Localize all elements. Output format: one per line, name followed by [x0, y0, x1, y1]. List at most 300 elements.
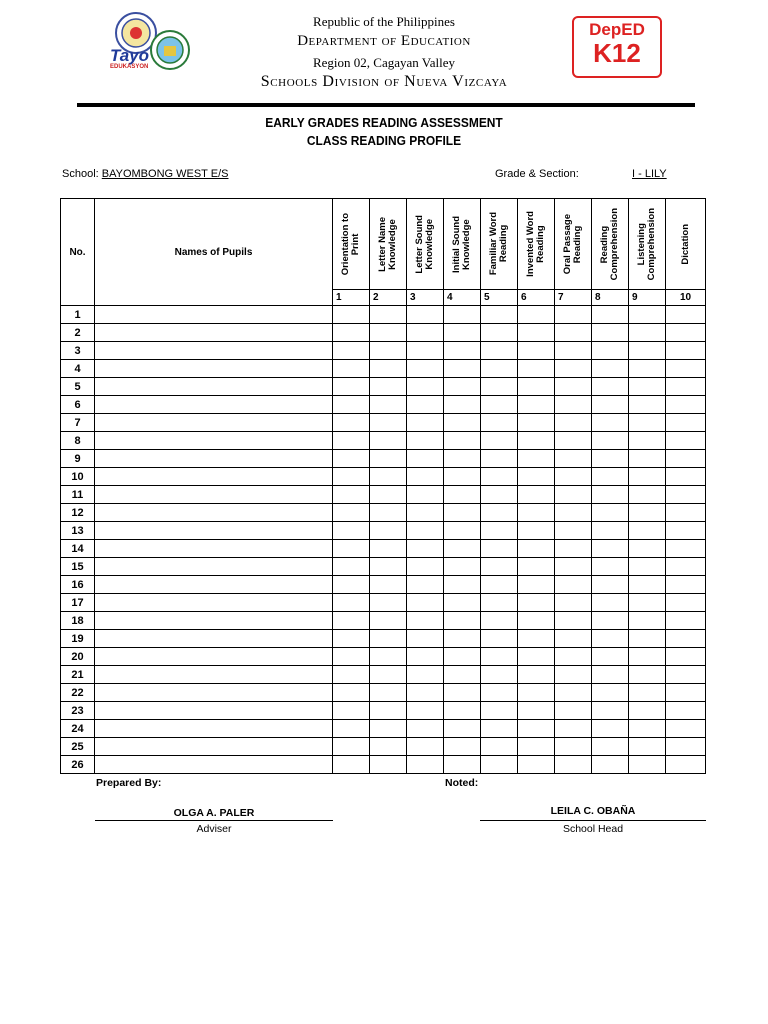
- score-cell[interactable]: [333, 306, 370, 324]
- score-cell[interactable]: [481, 342, 518, 360]
- score-cell[interactable]: [629, 396, 666, 414]
- score-cell[interactable]: [518, 648, 555, 666]
- score-cell[interactable]: [555, 324, 592, 342]
- score-cell[interactable]: [444, 558, 481, 576]
- score-cell[interactable]: [555, 594, 592, 612]
- score-cell[interactable]: [592, 396, 629, 414]
- score-cell[interactable]: [555, 648, 592, 666]
- score-cell[interactable]: [592, 450, 629, 468]
- score-cell[interactable]: [370, 432, 407, 450]
- score-cell[interactable]: [333, 378, 370, 396]
- score-cell[interactable]: [407, 702, 444, 720]
- score-cell[interactable]: [444, 306, 481, 324]
- score-cell[interactable]: [407, 594, 444, 612]
- score-cell[interactable]: [555, 522, 592, 540]
- score-cell[interactable]: [481, 576, 518, 594]
- score-cell[interactable]: [666, 468, 706, 486]
- score-cell[interactable]: [407, 378, 444, 396]
- score-cell[interactable]: [481, 450, 518, 468]
- score-cell[interactable]: [407, 720, 444, 738]
- score-cell[interactable]: [592, 738, 629, 756]
- score-cell[interactable]: [481, 360, 518, 378]
- score-cell[interactable]: [555, 432, 592, 450]
- score-cell[interactable]: [370, 522, 407, 540]
- score-cell[interactable]: [444, 396, 481, 414]
- score-cell[interactable]: [666, 342, 706, 360]
- score-cell[interactable]: [370, 702, 407, 720]
- score-cell[interactable]: [407, 486, 444, 504]
- score-cell[interactable]: [666, 378, 706, 396]
- row-number: 24: [61, 720, 95, 738]
- score-cell[interactable]: [370, 756, 407, 774]
- pupil-name-cell[interactable]: [95, 558, 333, 576]
- score-cell[interactable]: [629, 414, 666, 432]
- row-number: 11: [61, 486, 95, 504]
- score-cell[interactable]: [444, 738, 481, 756]
- score-cell[interactable]: [333, 648, 370, 666]
- score-cell[interactable]: [592, 468, 629, 486]
- score-cell[interactable]: [407, 522, 444, 540]
- score-cell[interactable]: [370, 450, 407, 468]
- score-cell[interactable]: [407, 432, 444, 450]
- score-cell[interactable]: [666, 684, 706, 702]
- score-cell[interactable]: [333, 414, 370, 432]
- score-cell[interactable]: [370, 666, 407, 684]
- score-cell[interactable]: [629, 666, 666, 684]
- score-cell[interactable]: [444, 522, 481, 540]
- score-cell[interactable]: [333, 522, 370, 540]
- score-cell[interactable]: [592, 324, 629, 342]
- score-cell[interactable]: [370, 720, 407, 738]
- pupil-name-cell[interactable]: [95, 630, 333, 648]
- score-cell[interactable]: [518, 504, 555, 522]
- score-cell[interactable]: [666, 360, 706, 378]
- score-cell[interactable]: [481, 504, 518, 522]
- score-cell[interactable]: [333, 396, 370, 414]
- score-cell[interactable]: [666, 396, 706, 414]
- score-cell[interactable]: [333, 684, 370, 702]
- score-cell[interactable]: [518, 378, 555, 396]
- score-cell[interactable]: [629, 360, 666, 378]
- score-cell[interactable]: [407, 504, 444, 522]
- score-cell[interactable]: [592, 666, 629, 684]
- score-cell[interactable]: [481, 630, 518, 648]
- pupil-name-cell[interactable]: [95, 378, 333, 396]
- names-header: Names of Pupils: [95, 199, 333, 306]
- score-cell[interactable]: [333, 540, 370, 558]
- score-cell[interactable]: [333, 468, 370, 486]
- score-cell[interactable]: [481, 720, 518, 738]
- score-cell[interactable]: [370, 342, 407, 360]
- score-cell[interactable]: [555, 576, 592, 594]
- score-cell[interactable]: [592, 702, 629, 720]
- score-cell[interactable]: [518, 630, 555, 648]
- score-cell[interactable]: [666, 558, 706, 576]
- pupil-name-cell[interactable]: [95, 522, 333, 540]
- score-cell[interactable]: [629, 648, 666, 666]
- score-cell[interactable]: [629, 558, 666, 576]
- score-cell[interactable]: [370, 486, 407, 504]
- score-cell[interactable]: [555, 666, 592, 684]
- score-cell[interactable]: [333, 594, 370, 612]
- score-cell[interactable]: [555, 540, 592, 558]
- tayo-text: Tayo: [110, 46, 150, 65]
- score-cell[interactable]: [481, 540, 518, 558]
- col-header-3: Letter Sound Knowledge: [407, 199, 444, 290]
- score-cell[interactable]: [518, 738, 555, 756]
- score-cell[interactable]: [407, 396, 444, 414]
- score-cell[interactable]: [481, 684, 518, 702]
- score-cell[interactable]: [666, 414, 706, 432]
- score-cell[interactable]: [555, 450, 592, 468]
- score-cell[interactable]: [629, 630, 666, 648]
- score-cell[interactable]: [333, 576, 370, 594]
- score-cell[interactable]: [481, 702, 518, 720]
- score-cell[interactable]: [629, 306, 666, 324]
- score-cell[interactable]: [407, 468, 444, 486]
- score-cell[interactable]: [666, 432, 706, 450]
- score-cell[interactable]: [629, 594, 666, 612]
- score-cell[interactable]: [518, 306, 555, 324]
- score-cell[interactable]: [592, 486, 629, 504]
- pupil-name-cell[interactable]: [95, 612, 333, 630]
- score-cell[interactable]: [518, 540, 555, 558]
- score-cell[interactable]: [481, 612, 518, 630]
- score-cell[interactable]: [444, 414, 481, 432]
- score-cell[interactable]: [629, 720, 666, 738]
- score-cell[interactable]: [444, 594, 481, 612]
- score-cell[interactable]: [481, 558, 518, 576]
- score-cell[interactable]: [407, 360, 444, 378]
- pupil-name-cell[interactable]: [95, 504, 333, 522]
- score-cell[interactable]: [518, 450, 555, 468]
- score-cell[interactable]: [592, 306, 629, 324]
- table-row: [61, 576, 706, 594]
- pupil-name-cell[interactable]: [95, 738, 333, 756]
- score-cell[interactable]: [370, 306, 407, 324]
- score-cell[interactable]: [370, 468, 407, 486]
- score-cell[interactable]: [407, 342, 444, 360]
- score-cell[interactable]: [370, 360, 407, 378]
- pupil-name-cell[interactable]: [95, 306, 333, 324]
- pupil-name-cell[interactable]: [95, 720, 333, 738]
- score-cell[interactable]: [629, 468, 666, 486]
- score-cell[interactable]: [407, 558, 444, 576]
- score-cell[interactable]: [592, 720, 629, 738]
- score-cell[interactable]: [407, 540, 444, 558]
- k12-text: K12: [593, 38, 641, 68]
- score-cell[interactable]: [481, 594, 518, 612]
- score-cell[interactable]: [407, 630, 444, 648]
- score-cell[interactable]: [666, 738, 706, 756]
- score-cell[interactable]: [518, 756, 555, 774]
- score-cell[interactable]: [592, 342, 629, 360]
- score-cell[interactable]: [666, 648, 706, 666]
- score-cell[interactable]: [629, 450, 666, 468]
- score-cell[interactable]: [444, 702, 481, 720]
- score-cell[interactable]: [629, 504, 666, 522]
- score-cell[interactable]: [518, 468, 555, 486]
- score-cell[interactable]: [407, 324, 444, 342]
- score-cell[interactable]: [592, 414, 629, 432]
- pupil-name-cell[interactable]: [95, 702, 333, 720]
- reading-profile-table: [60, 198, 706, 774]
- score-cell[interactable]: [666, 450, 706, 468]
- score-cell[interactable]: [592, 540, 629, 558]
- score-cell[interactable]: [518, 594, 555, 612]
- score-cell[interactable]: [407, 306, 444, 324]
- score-cell[interactable]: [592, 522, 629, 540]
- score-cell[interactable]: [518, 612, 555, 630]
- score-cell[interactable]: [666, 522, 706, 540]
- table-row: [61, 684, 706, 702]
- pupil-name-cell[interactable]: [95, 666, 333, 684]
- score-cell[interactable]: [592, 558, 629, 576]
- score-cell[interactable]: [370, 684, 407, 702]
- score-cell[interactable]: [407, 576, 444, 594]
- pupil-name-cell[interactable]: [95, 414, 333, 432]
- score-cell[interactable]: [370, 576, 407, 594]
- score-cell[interactable]: [444, 450, 481, 468]
- score-cell[interactable]: [333, 666, 370, 684]
- score-cell[interactable]: [370, 540, 407, 558]
- score-cell[interactable]: [518, 720, 555, 738]
- score-cell[interactable]: [555, 720, 592, 738]
- score-cell[interactable]: [555, 558, 592, 576]
- score-cell[interactable]: [481, 378, 518, 396]
- score-cell[interactable]: [555, 378, 592, 396]
- score-cell[interactable]: [666, 666, 706, 684]
- score-cell[interactable]: [481, 648, 518, 666]
- pupil-name-cell[interactable]: [95, 684, 333, 702]
- score-cell[interactable]: [555, 342, 592, 360]
- score-cell[interactable]: [407, 738, 444, 756]
- score-cell[interactable]: [666, 702, 706, 720]
- score-cell[interactable]: [592, 576, 629, 594]
- score-cell[interactable]: [518, 576, 555, 594]
- score-cell[interactable]: [629, 432, 666, 450]
- col-header-9: Listening Comprehension: [629, 199, 666, 290]
- score-cell[interactable]: [629, 684, 666, 702]
- score-cell[interactable]: [444, 540, 481, 558]
- score-cell[interactable]: [555, 360, 592, 378]
- score-cell[interactable]: [555, 504, 592, 522]
- score-cell[interactable]: [370, 648, 407, 666]
- score-cell[interactable]: [444, 360, 481, 378]
- score-cell[interactable]: [518, 414, 555, 432]
- score-cell[interactable]: [333, 450, 370, 468]
- score-cell[interactable]: [629, 702, 666, 720]
- score-cell[interactable]: [444, 684, 481, 702]
- score-cell[interactable]: [333, 720, 370, 738]
- score-cell[interactable]: [555, 306, 592, 324]
- score-cell[interactable]: [444, 576, 481, 594]
- score-cell[interactable]: [481, 414, 518, 432]
- pupil-name-cell[interactable]: [95, 594, 333, 612]
- score-cell[interactable]: [592, 504, 629, 522]
- score-cell[interactable]: [333, 504, 370, 522]
- score-cell[interactable]: [629, 522, 666, 540]
- score-cell[interactable]: [629, 342, 666, 360]
- score-cell[interactable]: [666, 306, 706, 324]
- score-cell[interactable]: [592, 594, 629, 612]
- score-cell[interactable]: [518, 324, 555, 342]
- score-cell[interactable]: [629, 324, 666, 342]
- score-cell[interactable]: [407, 414, 444, 432]
- score-cell[interactable]: [555, 612, 592, 630]
- score-cell[interactable]: [629, 378, 666, 396]
- score-cell[interactable]: [407, 612, 444, 630]
- score-cell[interactable]: [555, 702, 592, 720]
- score-cell[interactable]: [592, 648, 629, 666]
- score-cell[interactable]: [629, 756, 666, 774]
- score-cell[interactable]: [629, 540, 666, 558]
- score-cell[interactable]: [481, 522, 518, 540]
- score-cell[interactable]: [555, 684, 592, 702]
- score-cell[interactable]: [555, 756, 592, 774]
- score-cell[interactable]: [666, 594, 706, 612]
- score-cell[interactable]: [333, 558, 370, 576]
- score-cell[interactable]: [407, 666, 444, 684]
- col-header-10: Dictation: [666, 199, 706, 290]
- pupil-name-cell[interactable]: [95, 756, 333, 774]
- score-cell[interactable]: [518, 684, 555, 702]
- pupil-name-cell[interactable]: [95, 324, 333, 342]
- score-cell[interactable]: [333, 630, 370, 648]
- score-cell[interactable]: [370, 504, 407, 522]
- score-cell[interactable]: [666, 630, 706, 648]
- score-cell[interactable]: [333, 324, 370, 342]
- score-cell[interactable]: [407, 756, 444, 774]
- score-cell[interactable]: [333, 342, 370, 360]
- score-cell[interactable]: [370, 558, 407, 576]
- score-cell[interactable]: [666, 756, 706, 774]
- pupil-name-cell[interactable]: [95, 342, 333, 360]
- score-cell[interactable]: [444, 612, 481, 630]
- score-cell[interactable]: [592, 432, 629, 450]
- score-cell[interactable]: [444, 504, 481, 522]
- score-cell[interactable]: [407, 450, 444, 468]
- score-cell[interactable]: [592, 612, 629, 630]
- score-cell[interactable]: [518, 666, 555, 684]
- pupil-name-cell[interactable]: [95, 540, 333, 558]
- score-cell[interactable]: [407, 648, 444, 666]
- pupil-name-cell[interactable]: [95, 450, 333, 468]
- score-cell[interactable]: [518, 558, 555, 576]
- score-cell[interactable]: [333, 612, 370, 630]
- score-cell[interactable]: [666, 720, 706, 738]
- score-cell[interactable]: [518, 432, 555, 450]
- score-cell[interactable]: [555, 414, 592, 432]
- score-cell[interactable]: [481, 486, 518, 504]
- score-cell[interactable]: [518, 522, 555, 540]
- score-cell[interactable]: [333, 756, 370, 774]
- pupil-name-cell[interactable]: [95, 486, 333, 504]
- score-cell[interactable]: [555, 486, 592, 504]
- score-cell[interactable]: [444, 666, 481, 684]
- score-cell[interactable]: [555, 468, 592, 486]
- score-cell[interactable]: [629, 738, 666, 756]
- score-cell[interactable]: [666, 504, 706, 522]
- score-cell[interactable]: [481, 468, 518, 486]
- row-number: 25: [61, 738, 95, 756]
- score-cell[interactable]: [592, 630, 629, 648]
- pupil-name-cell[interactable]: [95, 576, 333, 594]
- score-cell[interactable]: [370, 612, 407, 630]
- score-cell[interactable]: [481, 306, 518, 324]
- score-cell[interactable]: [481, 666, 518, 684]
- score-cell[interactable]: [629, 612, 666, 630]
- score-cell[interactable]: [444, 630, 481, 648]
- score-cell[interactable]: [629, 576, 666, 594]
- score-cell[interactable]: [444, 720, 481, 738]
- score-cell[interactable]: [444, 468, 481, 486]
- score-cell[interactable]: [518, 702, 555, 720]
- score-cell[interactable]: [333, 432, 370, 450]
- score-cell[interactable]: [444, 342, 481, 360]
- table-row: [61, 396, 706, 414]
- score-cell[interactable]: [444, 324, 481, 342]
- score-cell[interactable]: [370, 324, 407, 342]
- score-cell[interactable]: [555, 396, 592, 414]
- score-cell[interactable]: [333, 702, 370, 720]
- score-cell[interactable]: [666, 324, 706, 342]
- score-cell[interactable]: [518, 342, 555, 360]
- score-cell[interactable]: [444, 486, 481, 504]
- pupil-name-cell[interactable]: [95, 468, 333, 486]
- score-cell[interactable]: [481, 324, 518, 342]
- score-cell[interactable]: [481, 738, 518, 756]
- score-cell[interactable]: [481, 432, 518, 450]
- score-cell[interactable]: [407, 684, 444, 702]
- score-cell[interactable]: [518, 396, 555, 414]
- score-cell[interactable]: [666, 486, 706, 504]
- score-cell[interactable]: [444, 432, 481, 450]
- score-cell[interactable]: [666, 612, 706, 630]
- score-cell[interactable]: [370, 630, 407, 648]
- score-cell[interactable]: [370, 378, 407, 396]
- pupil-name-cell[interactable]: [95, 396, 333, 414]
- score-cell[interactable]: [666, 540, 706, 558]
- score-cell[interactable]: [333, 360, 370, 378]
- pupil-name-cell[interactable]: [95, 648, 333, 666]
- pupil-name-cell[interactable]: [95, 360, 333, 378]
- pupil-name-cell[interactable]: [95, 432, 333, 450]
- score-cell[interactable]: [481, 756, 518, 774]
- score-cell[interactable]: [518, 360, 555, 378]
- score-cell[interactable]: [592, 756, 629, 774]
- score-cell[interactable]: [333, 486, 370, 504]
- score-cell[interactable]: [444, 648, 481, 666]
- score-cell[interactable]: [555, 630, 592, 648]
- header-rule: [77, 103, 695, 107]
- score-cell[interactable]: [518, 486, 555, 504]
- score-cell[interactable]: [370, 594, 407, 612]
- score-cell[interactable]: [666, 576, 706, 594]
- score-cell[interactable]: [629, 486, 666, 504]
- score-cell[interactable]: [481, 396, 518, 414]
- score-cell[interactable]: [444, 378, 481, 396]
- score-cell[interactable]: [370, 414, 407, 432]
- score-cell[interactable]: [592, 378, 629, 396]
- score-cell[interactable]: [333, 738, 370, 756]
- score-cell[interactable]: [370, 396, 407, 414]
- score-cell[interactable]: [370, 738, 407, 756]
- score-cell[interactable]: [592, 684, 629, 702]
- score-cell[interactable]: [592, 360, 629, 378]
- score-cell[interactable]: [444, 756, 481, 774]
- score-cell[interactable]: [555, 738, 592, 756]
